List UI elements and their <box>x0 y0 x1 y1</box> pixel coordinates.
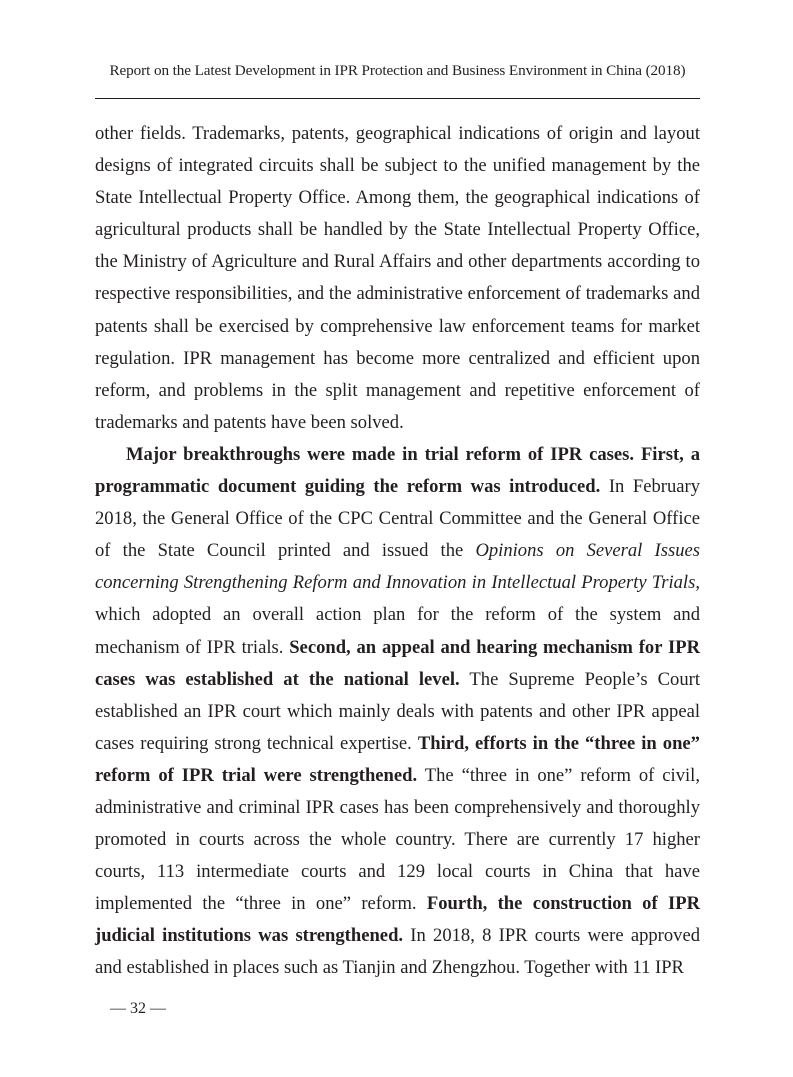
page-number: — 32 — <box>110 1000 166 1017</box>
text-run: In 2018, 8 IPR courts were approved and established in places such as Tianjin and Zhengzhou. Together with 11 IPR <box>95 925 701 979</box>
running-header: Report on the Latest Development in IPR Protection and Business Environment in China (2018) <box>109 62 686 79</box>
bold-lead-fourth: Fourth, the construction of IPR judicial institutions was strengthened. <box>95 893 701 947</box>
text-run: In February 2018, the General Office of the CPC Central Committee and the General Office of the State Council printed and issued the <box>95 476 700 562</box>
bold-lead-second: Second, an appeal and hearing mechanism for IPR cases was established at the national level. <box>95 636 700 690</box>
page-body <box>95 118 700 985</box>
text-run: , which adopted an overall action plan for the reform of the system and mechanism of IPR trials. <box>95 572 700 658</box>
paragraph-trial-reform <box>95 439 700 985</box>
text-run: The “three in one” reform of civil, administrative and criminal IPR cases has been comprehensively and thoroughly promoted in courts across the whole country. There are currently 17 higher courts, 113 intermediate courts and 129 local courts in China that have implemented the “three in one” reform. <box>95 764 700 915</box>
header-rule <box>95 98 700 99</box>
text-run: The Supreme People’s Court established an IPR court which mainly deals with patents and other IPR appeal cases requiring strong technical expertise. <box>95 668 700 754</box>
document-title-italic: Opinions on Several Issues concerning Strengthening Reform and Innovation in Intellectual Property Trials <box>95 540 700 594</box>
bold-lead-third: Third, efforts in the “three in one” reform of IPR trial were strengthened. <box>95 732 700 786</box>
bold-lead-first: Major breakthroughs were made in trial reform of IPR cases. First, a programmatic document guiding the reform was introduced. <box>95 443 700 498</box>
paragraph-continued: other fields. Trademarks, patents, geographical indications of origin and layout designs of integrated circuits shall be subject to the unified management by the State Intellectual Property Office. Among them, the geographical indications of agricultural products shall be handled by the State Intellectual Property Office, the Ministry of Agriculture and Rural Affairs and other departments according to respective responsibilities, and the administrative enforcement of trademarks and patents shall be exercised by comprehensive law enforcement teams for market regulation. IPR management has become more centralized and efficient upon reform, and problems in the split management and repetitive enforcement of trademarks and patents have been solved. <box>95 123 700 433</box>
